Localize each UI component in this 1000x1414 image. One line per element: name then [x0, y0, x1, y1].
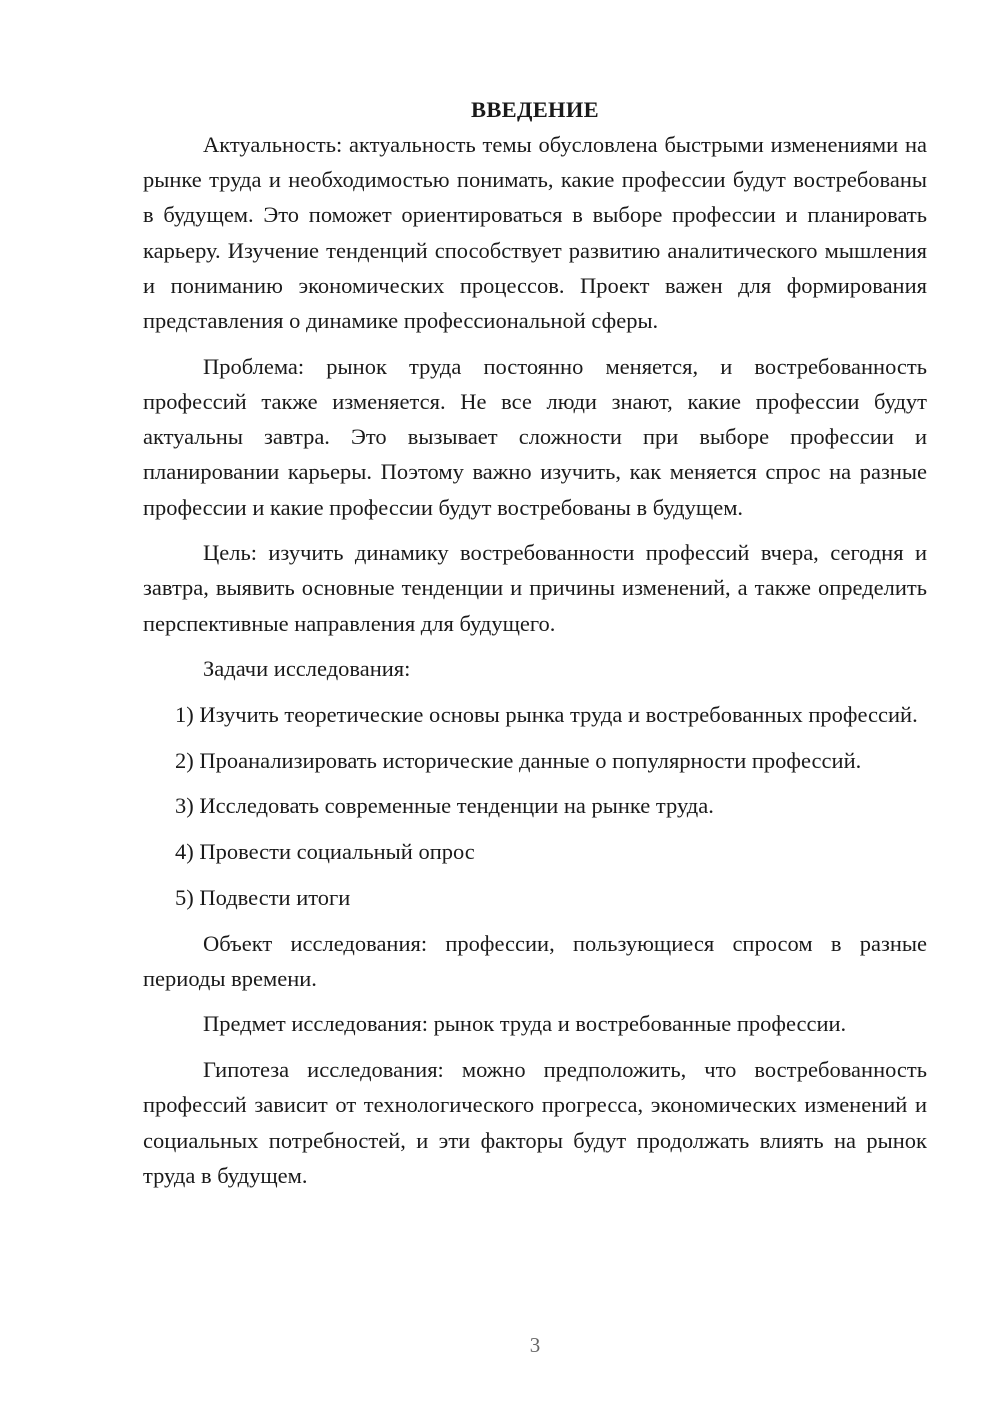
paragraph-problem: Проблема: рынок труда постоянно меняется, и востребованность профессий также изменяется. Не все люди знают, какие профессии будут актуальны завтра. Это вызывает сложности при выборе профессии и планировании карьеры. Поэтому важно изучить, как меняется спрос на разные профессии и какие профессии будут востребованы в будущем. — [143, 353, 927, 520]
task-item: 2) Проанализировать исторические данные о популярности профессий. — [175, 747, 862, 773]
task-item: 4) Провести социальный опрос — [175, 839, 475, 865]
tasks-heading: Задачи исследования: — [203, 656, 411, 682]
paragraph-object: Объект исследования: профессии, пользующиеся спросом в разные периоды времени. — [143, 930, 927, 991]
task-item: 5) Подвести итоги — [175, 884, 351, 910]
section-title: ВВЕДЕНИЕ — [471, 97, 599, 122]
paragraph-subject: Предмет исследования: рынок труда и востребованные профессии. — [203, 1011, 847, 1037]
tasks-list — [143, 697, 927, 915]
paragraph-relevance: Актуальность: актуальность темы обусловлена быстрыми изменениями на рынке труда и необходимостью понимать, какие профессии будут востребованы в будущем. Это поможет ориентироваться в выборе профессии и планировать карьеру. Изучение тенденций способствует развитию аналитического мышления и пониманию экономических процессов. Проект важен для формирования представления о динамике профессиональной сферы. — [143, 132, 927, 334]
page-number: 3 — [529, 1333, 541, 1357]
paragraph-goal: Цель: изучить динамику востребованности профессий вчера, сегодня и завтра, выявить основные тенденции и причины изменений, а также определить перспективные направления для будущего. — [143, 540, 927, 636]
document-page — [143, 92, 927, 1193]
task-item: 1) Изучить теоретические основы рынка труда и востребованных профессий. — [175, 702, 918, 728]
paragraph-hypothesis: Гипотеза исследования: можно предположить, что востребованность профессий зависит от технологического прогресса, экономических изменений и социальных потребностей, и эти факторы будут продолжать влиять на рынок труда в будущем. — [143, 1057, 927, 1188]
task-item: 3) Исследовать современные тенденции на рынке труда. — [175, 793, 714, 819]
